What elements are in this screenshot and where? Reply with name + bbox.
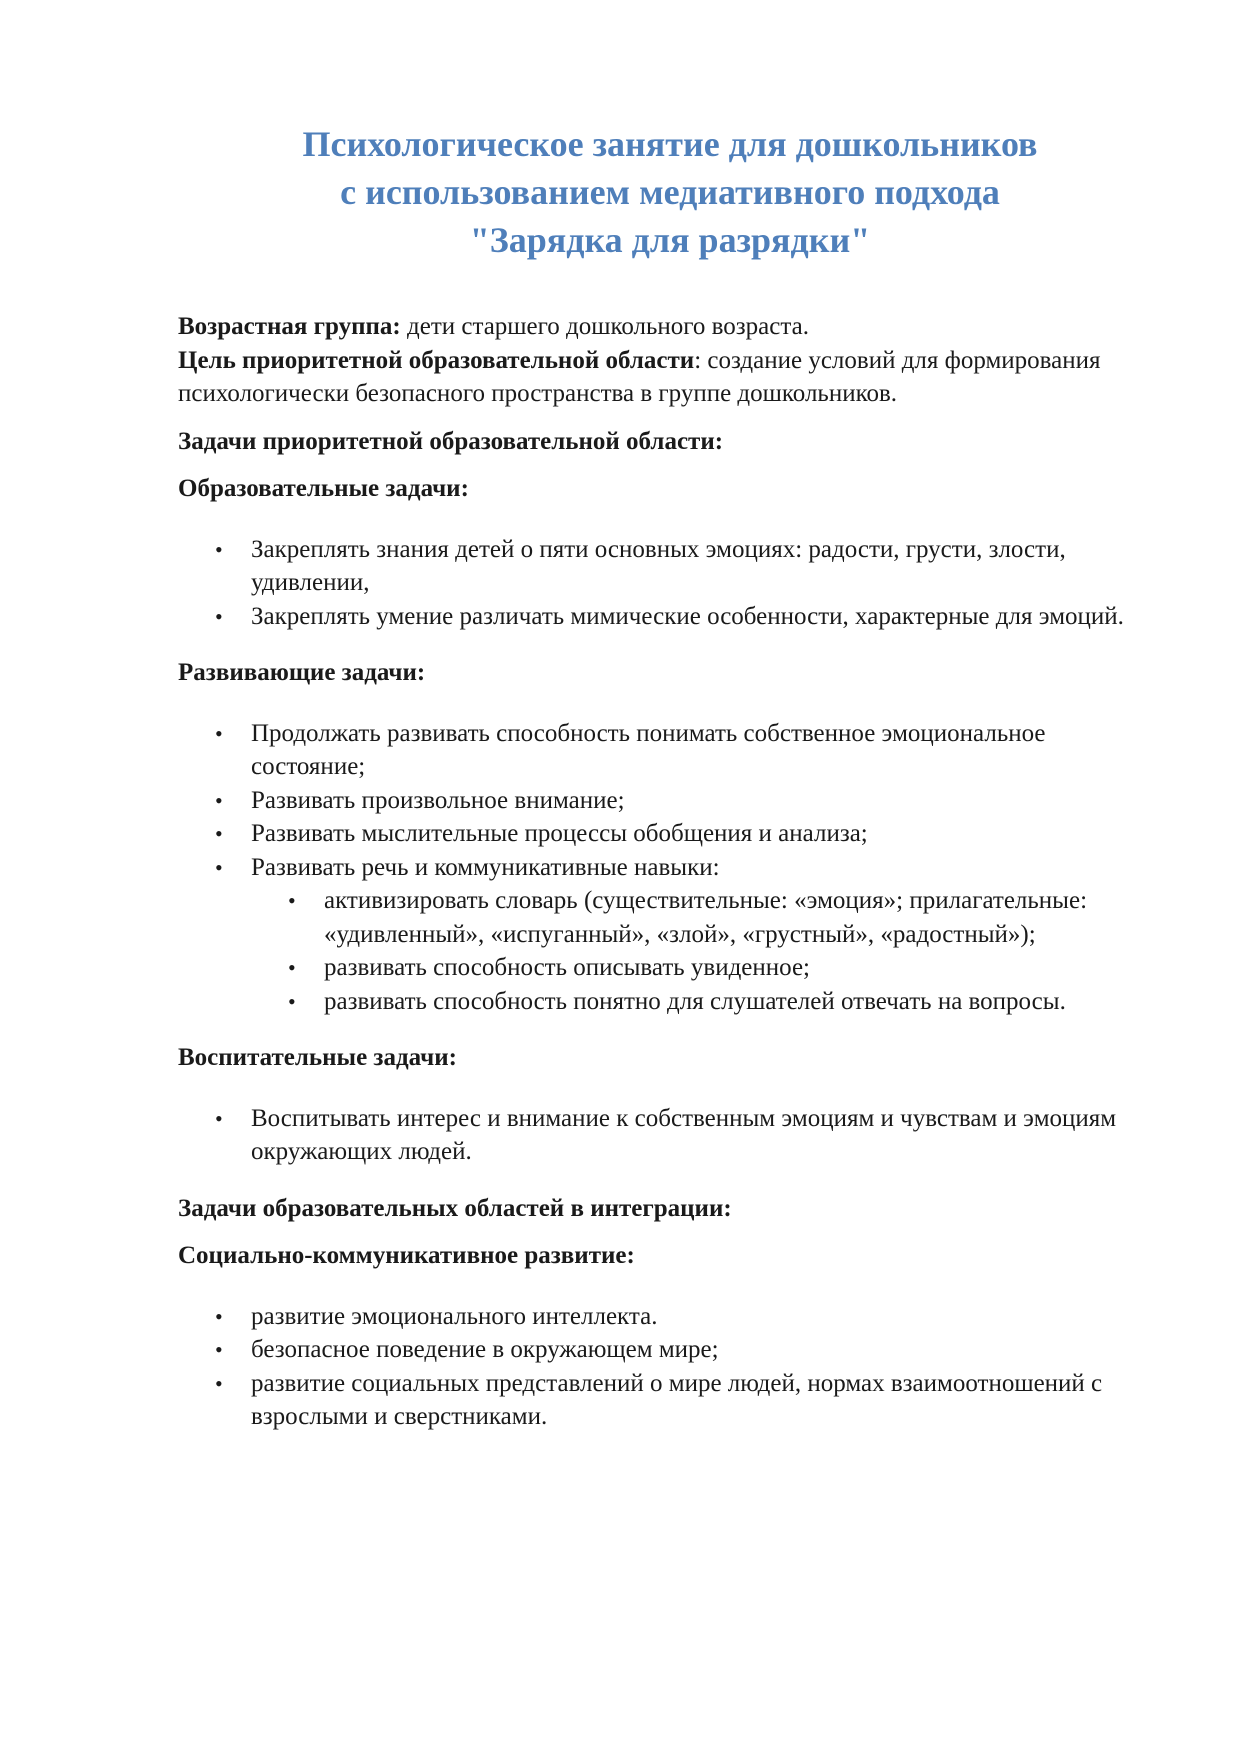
list-item: • Закреплять умение различать мимические особенности, характерные для эмоций.: [178, 600, 1158, 634]
title-line-3: "Зарядка для разрядки": [469, 220, 871, 260]
list-item: • Развивать мыслительные процессы обобщения и анализа;: [178, 817, 1158, 851]
upbringing-heading: Воспитательные задачи:: [178, 1044, 457, 1071]
developmental-sublist: [251, 884, 1158, 1018]
list-item: • Воспитывать интерес и внимание к собственным эмоциям и чувствам и эмоциям окружающих людей.: [178, 1102, 1158, 1169]
upbringing-list: [178, 1102, 1158, 1169]
goal-paragraph: [178, 344, 1158, 411]
list-item: • Продолжать развивать способность понимать собственное эмоциональное состояние;: [178, 717, 1158, 784]
social-list: [178, 1300, 1158, 1434]
list-item-text: Развивать речь и коммуникативные навыки:: [251, 853, 720, 881]
title-line-2: с использованием медиативного подхода: [340, 172, 1000, 212]
list-item: • Закреплять знания детей о пяти основных эмоциях: радости, грусти, злости, удивлении,: [178, 533, 1158, 600]
title-line-1: Психологическое занятие для дошкольников: [302, 124, 1038, 164]
social-heading: Социально-коммуникативное развитие:: [178, 1242, 635, 1269]
list-item: • развитие социальных представлений о мире людей, нормах взаимоотношений с взрослыми и сверстниками.: [178, 1367, 1158, 1434]
sub-list-item: • активизировать словарь (существительные: «эмоция»; прилагательные: «удивленный», «испуганный», «злой», «грустный», «радостный»);: [251, 884, 1158, 951]
developmental-list: [178, 717, 1158, 1019]
list-item: • Развивать произвольное внимание;: [178, 784, 1158, 818]
age-group-paragraph: [178, 310, 1158, 344]
list-item: [178, 851, 1158, 1019]
goal-label: Цель приоритетной образовательной области: [178, 346, 695, 374]
list-item: • развитие эмоционального интеллекта.: [178, 1300, 1158, 1334]
educational-heading: Образовательные задачи:: [178, 475, 469, 502]
document-body: [178, 310, 1158, 1434]
developmental-heading: Развивающие задачи:: [178, 659, 426, 686]
tasks-heading: Задачи приоритетной образовательной области:: [178, 427, 724, 455]
sub-list-item: • развивать способность понятно для слушателей отвечать на вопросы.: [251, 985, 1158, 1019]
list-item: • безопасное поведение в окружающем мире;: [178, 1333, 1158, 1367]
age-group-label: Возрастная группа:: [178, 313, 401, 340]
goal-text: : создание условий для формирования психологически безопасного пространства в группе дошкольников.: [178, 346, 1101, 407]
sub-list-item: • развивать способность описывать увиденное;: [251, 951, 1158, 985]
educational-list: [178, 533, 1158, 634]
age-group-text: дети старшего дошкольного возраста.: [400, 313, 809, 340]
document-title: [180, 120, 1160, 264]
integration-heading: Задачи образовательных областей в интеграции:: [178, 1194, 732, 1222]
